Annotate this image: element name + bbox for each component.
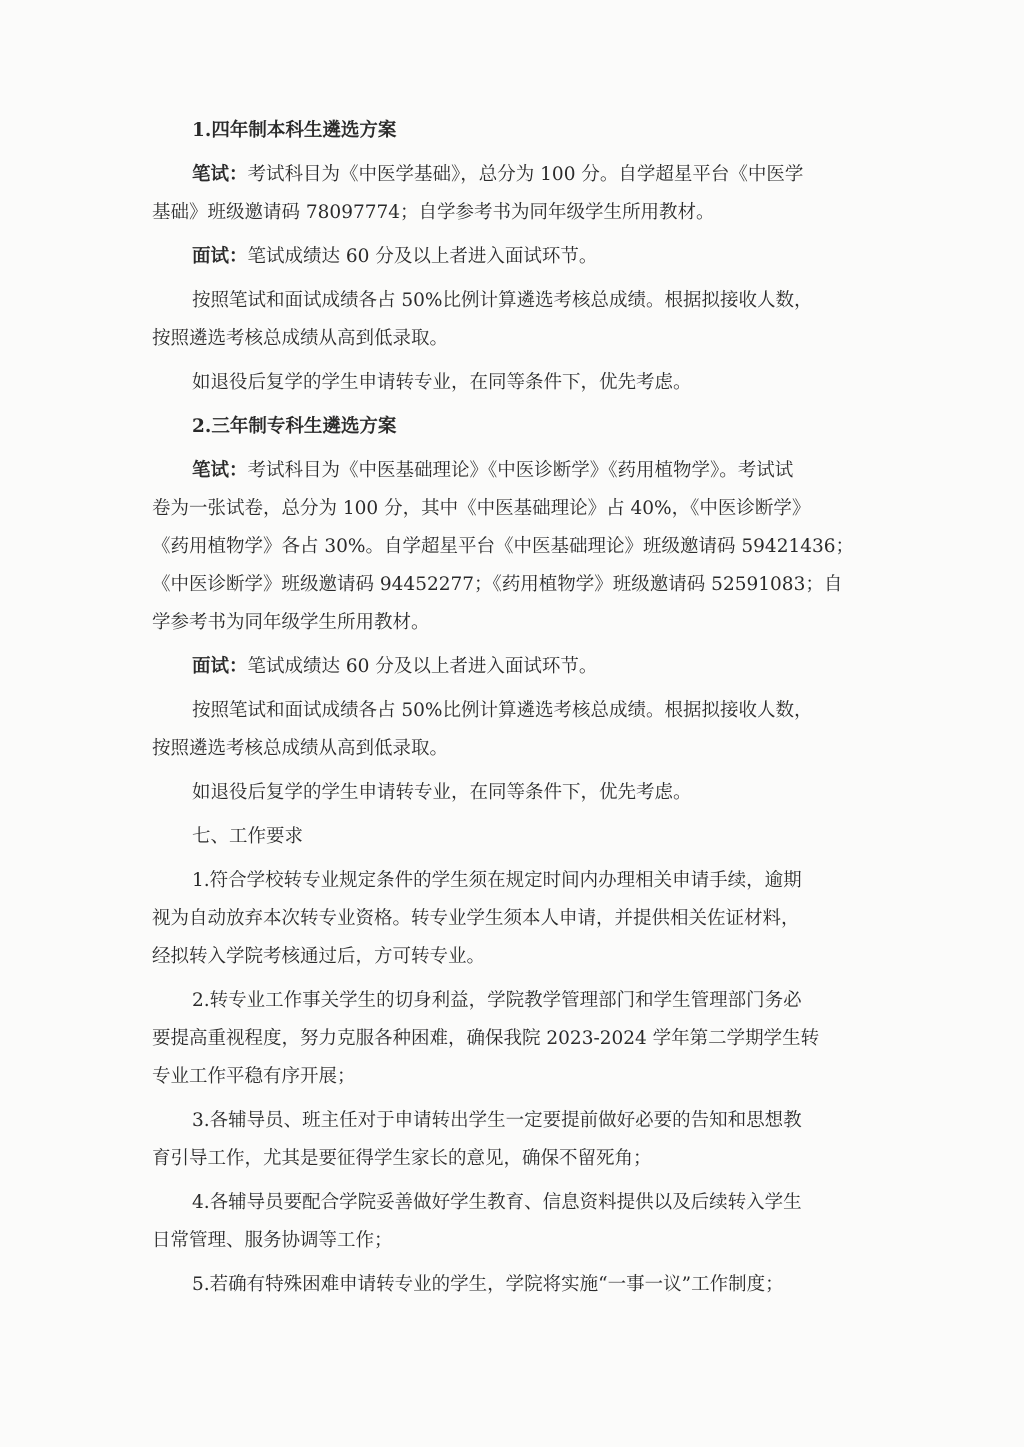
- section-2-written-line-2: 卷为一张试卷，总分为 100 分，其中《中医基础理论》占 40%，《中医诊断学》: [152, 498, 811, 519]
- requirement-3-line-1: 3.各辅导员、班主任对于申请转出学生一定要提前做好必要的告知和思想教: [192, 1110, 802, 1131]
- section-2-interview-line: [152, 648, 872, 686]
- section-2-veteran-line: 如退役后复学的学生申请转专业，在同等条件下，优先考虑。: [192, 782, 692, 803]
- section-2-written-line-5: 学参考书为同年级学生所用教材。: [152, 612, 430, 633]
- written-label: 笔试：: [192, 460, 248, 481]
- section-1-heading: 1.四年制本科生遴选方案: [192, 120, 397, 141]
- section-7-heading: 七、工作要求: [192, 826, 304, 847]
- section-2-written-line-3: 《药用植物学》各占 30%。自学超星平台《中医基础理论》班级邀请码 59421436；: [152, 536, 855, 557]
- interview-label: 面试：: [192, 656, 248, 677]
- section-2-score-line-1: 按照笔试和面试成绩各占 50%比例计算遴选考核总成绩。根据拟接收人数，: [192, 700, 813, 721]
- requirement-2-line-1: 2.转专业工作事关学生的切身利益，学院教学管理部门和学生管理部门务必: [192, 990, 802, 1011]
- requirement-3-line-2: 育引导工作，尤其是要征得学生家长的意见，确保不留死角；: [152, 1148, 652, 1169]
- written-label: 笔试：: [192, 164, 248, 185]
- section-1-interview-line: [152, 238, 872, 276]
- requirement-1-line-2: 视为自动放弃本次转专业资格。转专业学生须本人申请，并提供相关佐证材料，: [152, 908, 800, 929]
- requirement-2-line-2: 要提高重视程度，努力克服各种困难，确保我院 2023-2024 学年第二学期学生转: [152, 1028, 820, 1049]
- interview-text: 笔试成绩达 60 分及以上者进入面试环节。: [247, 246, 598, 267]
- written-text: 考试科目为《中医基础理论》《中医诊断学》《药用植物学》。考试试: [247, 460, 794, 481]
- section-2-written-line-1: [152, 452, 872, 490]
- section-2-heading: 2.三年制专科生遴选方案: [192, 416, 397, 437]
- interview-text: 笔试成绩达 60 分及以上者进入面试环节。: [247, 656, 598, 677]
- section-1-score-line-2: 按照遴选考核总成绩从高到低录取。: [152, 328, 449, 349]
- section-1-veteran-line: 如退役后复学的学生申请转专业，在同等条件下，优先考虑。: [192, 372, 692, 393]
- requirement-1-line-1: 1.符合学校转专业规定条件的学生须在规定时间内办理相关申请手续，逾期: [192, 870, 802, 891]
- written-text: 考试科目为《中医学基础》，总分为 100 分。自学超星平台《中医学: [247, 164, 804, 185]
- requirement-2-line-3: 专业工作平稳有序开展；: [152, 1066, 356, 1087]
- document-body: [152, 112, 872, 1304]
- requirement-5-line-1: 5.若确有特殊困难申请转专业的学生，学院将实施“一事一议”工作制度；: [192, 1274, 784, 1295]
- requirement-1-line-3: 经拟转入学院考核通过后，方可转专业。: [152, 946, 486, 967]
- section-1-score-line-1: 按照笔试和面试成绩各占 50%比例计算遴选考核总成绩。根据拟接收人数，: [192, 290, 813, 311]
- section-2-written-line-4: 《中医诊断学》班级邀请码 94452277；《药用植物学》班级邀请码 52591083；自: [152, 574, 843, 595]
- section-2-score-line-2: 按照遴选考核总成绩从高到低录取。: [152, 738, 449, 759]
- requirement-4-line-2: 日常管理、服务协调等工作；: [152, 1230, 393, 1251]
- section-1-written-line-2: 基础》班级邀请码 78097774；自学参考书为同年级学生所用教材。: [152, 202, 715, 223]
- section-1-written-line-1: [152, 156, 872, 194]
- interview-label: 面试：: [192, 246, 248, 267]
- requirement-4-line-1: 4.各辅导员要配合学院妥善做好学生教育、信息资料提供以及后续转入学生: [192, 1192, 802, 1213]
